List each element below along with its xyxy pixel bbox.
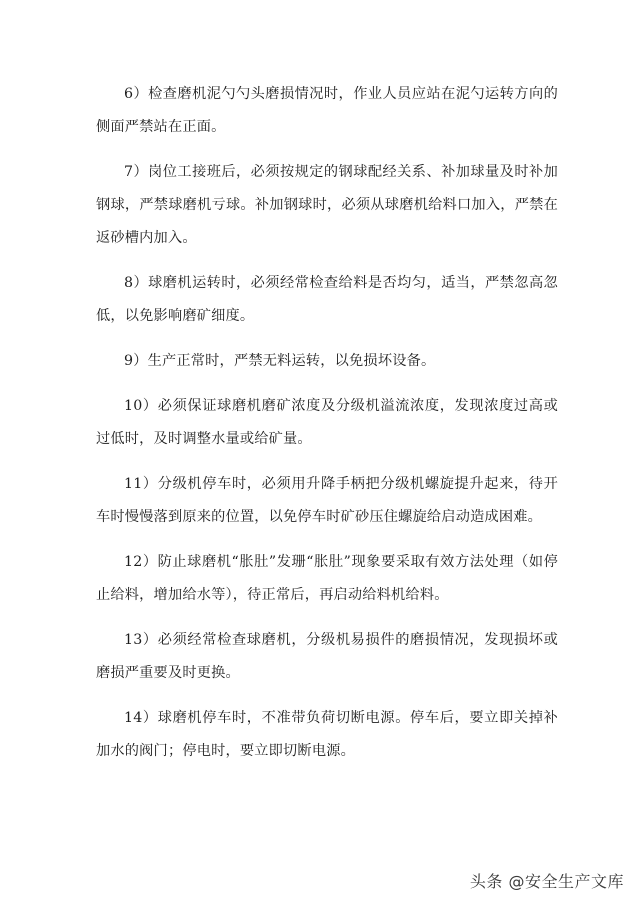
rule-paragraph-12: 12）防止球磨机“胀肚”发珊“胀肚”现象要采取有效方法处理（如停止给料，增加给水等），待正常后，再启动给料机给料。: [96, 554, 558, 603]
rule-paragraph-14: 14）球磨机停车时，不准带负荷切断电源。停车后，要立即关掉补加水的阀门；停电时，要立即切断电源。: [96, 710, 558, 759]
document-body: [96, 78, 558, 780]
rule-paragraph-6: 6）检查磨机泥勺勺头磨损情况时，作业人员应站在泥勺运转方向的侧面严禁站在正面。: [96, 86, 558, 135]
rule-paragraph-13: 13）必须经常检查球磨机，分级机易损件的磨损情况，发现损坏或磨损严重要及时更换。: [96, 632, 558, 681]
rule-paragraph-7: 7）岗位工接班后，必须按规定的钢球配经关系、补加球量及时补加钢球，严禁球磨机亏球。补加钢球时，必须从球磨机给料口加入，严禁在返砂槽内加入。: [96, 164, 558, 246]
source-watermark: 头条 @安全生产文库: [469, 872, 624, 891]
rule-paragraph-10: 10）必须保证球磨机磨矿浓度及分级机溢流浓度，发现浓度过高或过低时，及时调整水量或给矿量。: [96, 398, 558, 447]
rule-paragraph-9: 9）生产正常时，严禁无料运转，以免损坏设备。: [124, 353, 436, 369]
rule-paragraph-8: 8）球磨机运转时，必须经常检查给料是否均匀，适当，严禁忽高忽低，以免影响磨矿细度。: [96, 275, 558, 324]
rule-paragraph-11: 11）分级机停车时，必须用升降手柄把分级机螺旋提升起来，待开车时慢慢落到原来的位置，以免停车时矿砂压住螺旋给启动造成困难。: [96, 476, 558, 525]
